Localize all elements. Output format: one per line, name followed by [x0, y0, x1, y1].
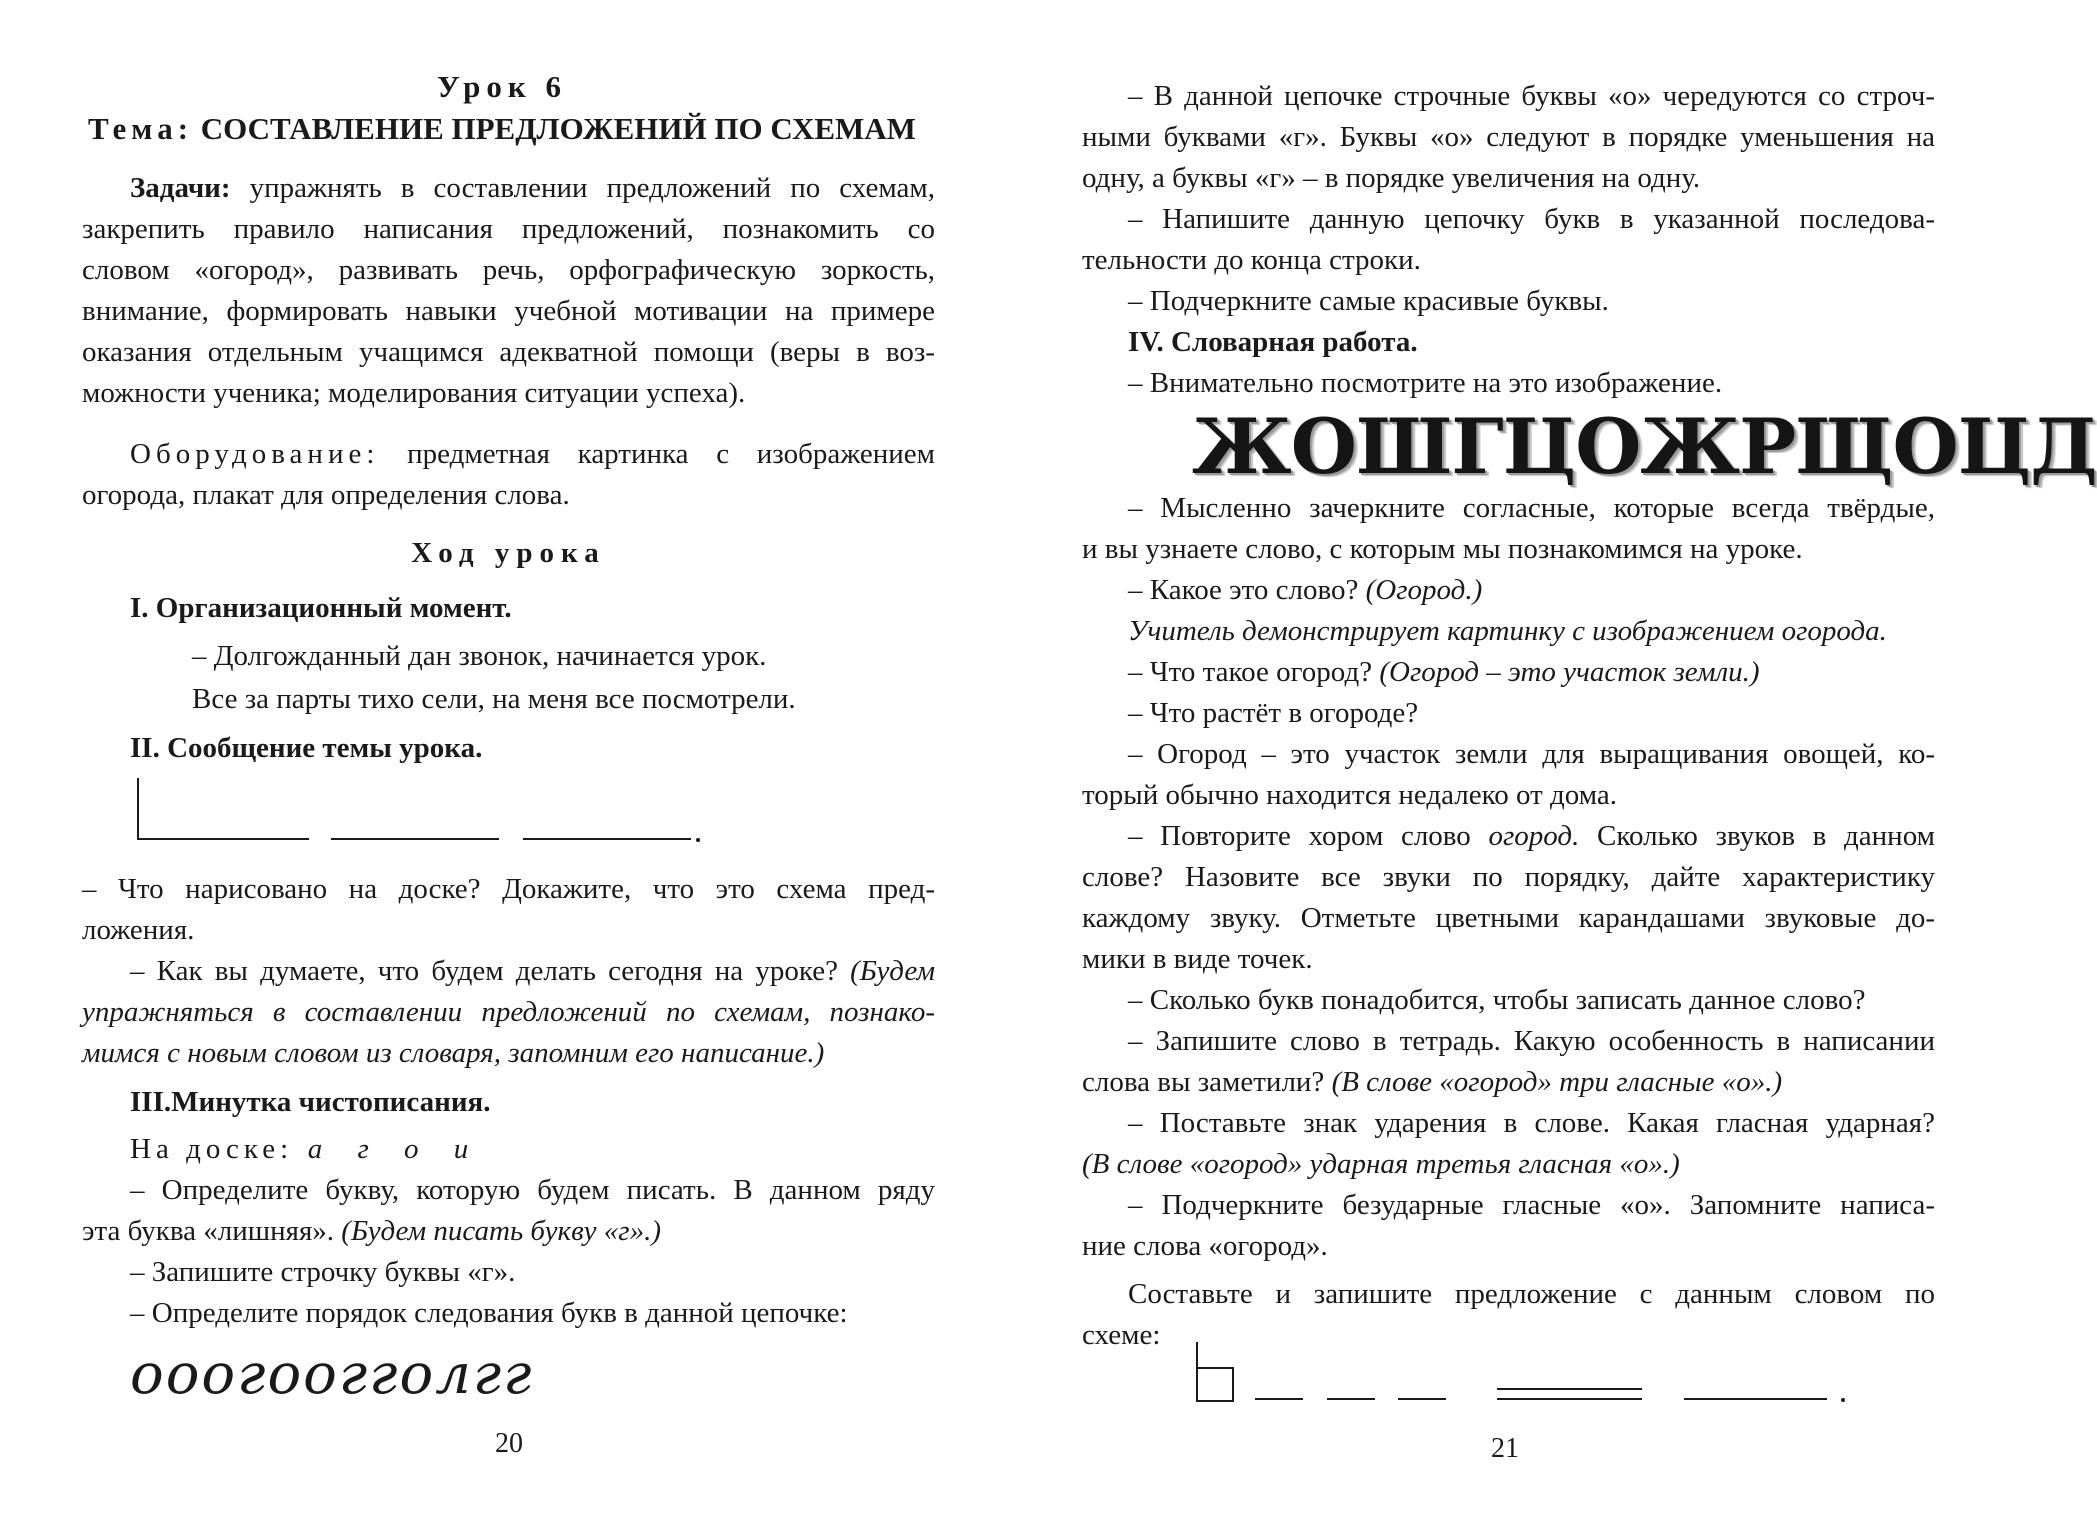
section-3-question-2: – Запишите строчку буквы «г». [130, 1256, 516, 1288]
paragraph-12: – Сколько букв понадобится, чтобы записать данное слово? [1128, 984, 1866, 1016]
poem-line-2: Все за парты тихо сели, на меня все посмотрели. [192, 683, 796, 715]
tasks-line-5: оказания отдельным учащимся адекватной помощи (веры в воз- [82, 336, 935, 368]
tasks-line-2: закрепить правило написания предложений, познакомить со [82, 213, 935, 245]
scheme-word-line [1327, 1398, 1375, 1400]
paragraph-11-line-1: – Повторите хором слово огород. Сколько звуков в данном [1128, 820, 1935, 852]
scheme-word-line [1255, 1398, 1303, 1400]
paragraph-11-line-2: слове? Назовите все звуки по порядку, дайте характеристику [1082, 861, 1935, 893]
paragraph-15-line-2: ние слова «огород». [1082, 1230, 1328, 1262]
section-4-title: IV. Словарная работа. [1128, 326, 1418, 358]
scheme-period [696, 838, 700, 842]
question-2-answer-line-3: мимся с новым словом из словаря, запомним его написание.) [82, 1037, 825, 1069]
paragraph-15-line-1: – Подчеркните безударные гласные «о». Запомните написа- [1128, 1189, 1935, 1221]
question-2-answer-line-2: упражняться в составлении предложений по схемам, познако- [82, 996, 935, 1028]
question-1-line-2: ложения. [82, 914, 195, 946]
paragraph-5-line-1: – Мысленно зачеркните согласные, которые всегда твёрдые, [1128, 492, 1935, 524]
course-heading: Ход урока [411, 537, 606, 569]
paragraph-14-line-2: (В слове «огород» ударная третья гласная «о».) [1082, 1148, 1680, 1180]
board-label: На доске: [130, 1133, 294, 1165]
paragraph-11-line-3: каждому звуку. Отметьте цветными карандашами звуковые до- [1082, 902, 1935, 934]
scheme-word-line [1684, 1398, 1827, 1400]
question-1-line-1: – Что нарисовано на доске? Докажите, что это схема пред- [82, 873, 935, 905]
section-3-question-3: – Определите порядок следования букв в данной цепочке: [130, 1297, 848, 1329]
paragraph-6: – Какое это слово? (Огород.) [1128, 574, 1483, 606]
scheme-predicate-line [1497, 1398, 1642, 1400]
question-2-line-1: – Как вы думаете, что будем делать сегодня на уроке? (Будем [130, 955, 935, 987]
scheme-predicate-line [1497, 1388, 1642, 1390]
topic-title: СОСТАВЛЕНИЕ ПРЕДЛОЖЕНИЙ ПО СХЕМАМ [200, 111, 916, 146]
tasks-label: Задачи: [130, 172, 231, 204]
page-number-left: 20 [495, 1428, 523, 1459]
scheme-word-line [331, 838, 499, 840]
board-letters: а г о и [307, 1133, 483, 1165]
topic-line [82, 108, 922, 149]
paragraph-5-line-2: и вы узнаете слово, с которым мы познакомимся на уроке. [1082, 533, 1803, 565]
paragraph-1-line-3: одну, а буквы «г» – в порядке увеличения на одну. [1082, 162, 1701, 194]
poem-line-1: – Долгожданный дан звонок, начинается урок. [192, 640, 767, 672]
paragraph-13-line-2: слова вы заметили? (В слове «огород» три гласные «о».) [1082, 1066, 1783, 1098]
section-1-title: I. Организационный момент. [130, 592, 512, 624]
scheme-word-line [137, 838, 309, 840]
page-number-right: 21 [1491, 1433, 1519, 1464]
section-2-title: II. Сообщение темы урока. [130, 732, 483, 764]
lesson-title: Урок 6 [436, 69, 568, 104]
section-3-question-1-line-2: эта буква «лишняя». (Будем писать букву «г».) [82, 1215, 662, 1247]
scheme-period [1841, 1398, 1845, 1402]
paragraph-16-line-2: схеме: [1082, 1319, 1161, 1351]
tasks-line-1: Задачи: упражнять в составлении предложений по схемам, [130, 172, 935, 204]
paragraph-11-line-4: мики в виде точек. [1082, 943, 1313, 975]
tasks-line-3: словом «огород», развивать речь, орфографическую зоркость, [82, 254, 935, 286]
left-page [0, 0, 1000, 1539]
scheme-word-line [1398, 1398, 1446, 1400]
tasks-line-4: внимание, формировать навыки учебной мотивации на примере [82, 295, 935, 327]
scheme-word-line [523, 838, 691, 840]
equipment-label: Оборудование: [130, 438, 380, 470]
paragraph-1-line-2: ными буквами «г». Буквы «о» следуют в порядке уменьшения на [1082, 121, 1935, 153]
paragraph-4: – Внимательно посмотрите на это изображение. [1128, 367, 1723, 399]
puzzle-word: ЖОШГЦОЖРЩОЦД [1192, 402, 2097, 491]
paragraph-16-line-1: Составьте и запишите предложение с данным словом по [1128, 1278, 1935, 1310]
equipment-line-1: Оборудование: предметная картинка с изображением [130, 438, 935, 470]
section-3-title: III.Минутка чистописания. [130, 1086, 491, 1118]
paragraph-14-line-1: – Поставьте знак ударения в слове. Какая гласная ударная? [1128, 1107, 1935, 1139]
board-line [130, 1129, 935, 1170]
paragraph-3: – Подчеркните самые красивые буквы. [1128, 285, 1609, 317]
equipment-line-2: огорода, плакат для определения слова. [82, 479, 570, 511]
paragraph-10-line-1: – Огород – это участок земли для выращивания овощей, ко- [1128, 738, 1935, 770]
tasks-line-6: можности ученика; моделирования ситуации успеха). [82, 377, 746, 409]
paragraph-2-line-2: тельности до конца строки. [1082, 244, 1421, 276]
paragraph-9: – Что растёт в огороде? [1128, 697, 1419, 729]
paragraph-8: – Что такое огород? (Огород – это участок земли.) [1128, 656, 1760, 688]
paragraph-1-line-1: – В данной цепочке строчные буквы «о» чередуются со строч- [1128, 80, 1935, 112]
paragraph-10-line-2: торый обычно находится недалеко от дома. [1082, 779, 1617, 811]
paragraph-13-line-1: – Запишите слово в тетрадь. Какую особенность в написании [1128, 1025, 1935, 1057]
right-page [1000, 0, 2097, 1539]
letter-chain: ооогоогголгг [130, 1342, 534, 1407]
section-3-question-1-line-1: – Определите букву, которую будем писать. В данном ряду [130, 1174, 935, 1206]
topic-label: Тема: [88, 111, 194, 146]
paragraph-7: Учитель демонстрирует картинку с изображением огорода. [1128, 615, 1887, 647]
paragraph-2-line-1: – Напишите данную цепочку букв в указанной последова- [1128, 203, 1935, 235]
scheme-subject-box [1196, 1367, 1234, 1402]
scheme-capital-mark [137, 778, 139, 840]
